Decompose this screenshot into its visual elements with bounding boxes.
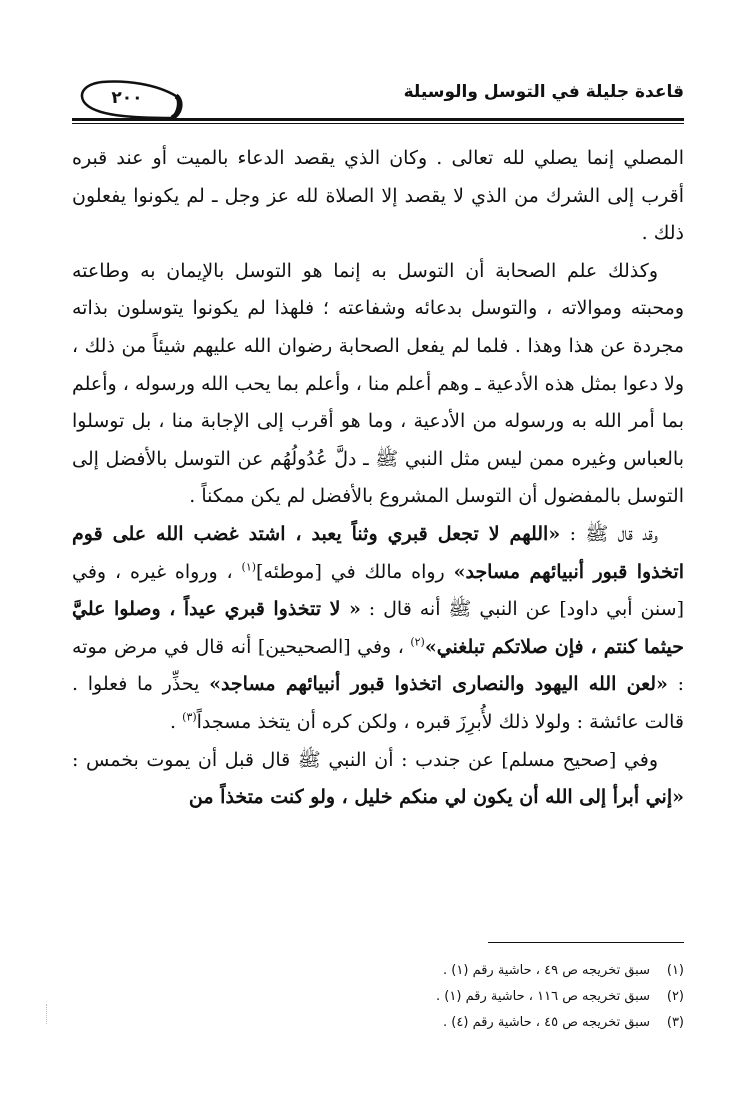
footnotes [72, 958, 684, 1036]
footnote-ref-2: (٢) [410, 635, 425, 649]
paragraph-2: وكذلك علم الصحابة أن التوسل به إنما هو التوسل بالإيمان به وطاعته ومحبته وموالاته ، والتوسل بدعائه وشفاعته ؛ فلهذا لم يكونوا يتوسلون بذاته مجردة عن هذا وهذا . فلما لم يفعل الصحابة رضوان الله عليهم شيئاً من ذلك ، ولا دعوا بمثل هذه الأدعية ـ وهم أعلم منا ، وأعلم بما يحب الله ورسوله ، وأعلم بما أمر الله به ورسوله من الأدعية ، وما هو أقرب إلى الإجابة منا ، بل توسلوا بالعباس وغيره ممن ليس مثل النبي ﷺ ـ دلَّ عُدُولُهُم عن التوسل بالأفضل إلى التوسل بالمفضول أن التوسل المشروع بالأفضل لم يكن ممكناً . [72, 259, 684, 508]
footnote-number: (٣) [666, 1015, 684, 1030]
text-run: يحذِّر ما فعلوا . قالت عائشة : ولولا ذلك لأُبرِزَ قبره ، ولكن كره أن يتخذ مسجداً [72, 673, 684, 733]
text-run: وفي [صحيح مسلم] عن جندب : أن النبي ﷺ قال قبل أن يموت بخمس : [72, 748, 658, 771]
running-title: قاعدة جليلة في التوسل والوسيلة [403, 82, 684, 102]
footnote-item [72, 984, 684, 1010]
header-rule [72, 118, 684, 121]
page-header [72, 78, 684, 118]
text-run: ، ورواه غيره ، وفي [سنن أبي داود] عن النبي ﷺ أنه قال : [72, 560, 684, 621]
footnote-ref-1: (١) [241, 560, 257, 574]
header-rule-thin [72, 123, 684, 124]
footnote-item [72, 958, 684, 984]
footnote-separator [488, 942, 684, 943]
page-number: ٢٠٠ [111, 88, 143, 108]
footnote-item [72, 1010, 684, 1036]
footnote-number: (١) [666, 963, 684, 978]
hadith-quote-4: «إني أبرأ إلى الله أن يكون لي منكم خليل ، ولو كنت متخذاً من [188, 786, 684, 809]
text-run: رواه مالك في [موطئه] [256, 560, 454, 583]
footnote-text: سبق تخريجه ص ١١٦ ، حاشية رقم (١) . [436, 989, 650, 1004]
footnote-ref-3: (٣) [182, 710, 197, 724]
paragraph-3 [72, 516, 684, 742]
footnote-number: (٢) [666, 989, 684, 1004]
footnote-text: سبق تخريجه ص ٤٥ ، حاشية رقم (٤) . [443, 1015, 650, 1030]
hadith-quote-2: « لا تتخذوا قبري عيداً ، وصلوا عليَّ حيثما كنتم ، فإن صلاتكم تبلغني» [72, 598, 684, 658]
text-run: ، وفي [الصحيحين] أنه قال في مرض موته : [72, 635, 684, 696]
main-text [72, 140, 684, 817]
hadith-quote-1: «اللهم لا تجعل قبري وثناً يعبد ، اشتد غضب الله على قوم اتخذوا قبور أنبيائهم مساجد» [72, 522, 684, 583]
footnote-text: سبق تخريجه ص ٤٩ ، حاشية رقم (١) . [443, 963, 650, 978]
paragraph-1: المصلي إنما يصلي لله تعالى . وكان الذي يقصد الدعاء بالميت أو عند قبره أقرب إلى الشرك من الذي لا يقصد إلا الصلاة لله عز وجل ـ لم يكونوا يفعلون ذلك . [72, 147, 684, 245]
margin-mark [46, 1004, 49, 1024]
hadith-quote-3: «لعن الله اليهود والنصارى اتخذوا قبور أنبيائهم مساجد» [209, 673, 668, 696]
text-run: . [170, 710, 183, 733]
text-run: وقد قال ﷺ : [560, 522, 659, 545]
page-number-badge [72, 78, 184, 118]
paragraph-4 [72, 742, 684, 817]
